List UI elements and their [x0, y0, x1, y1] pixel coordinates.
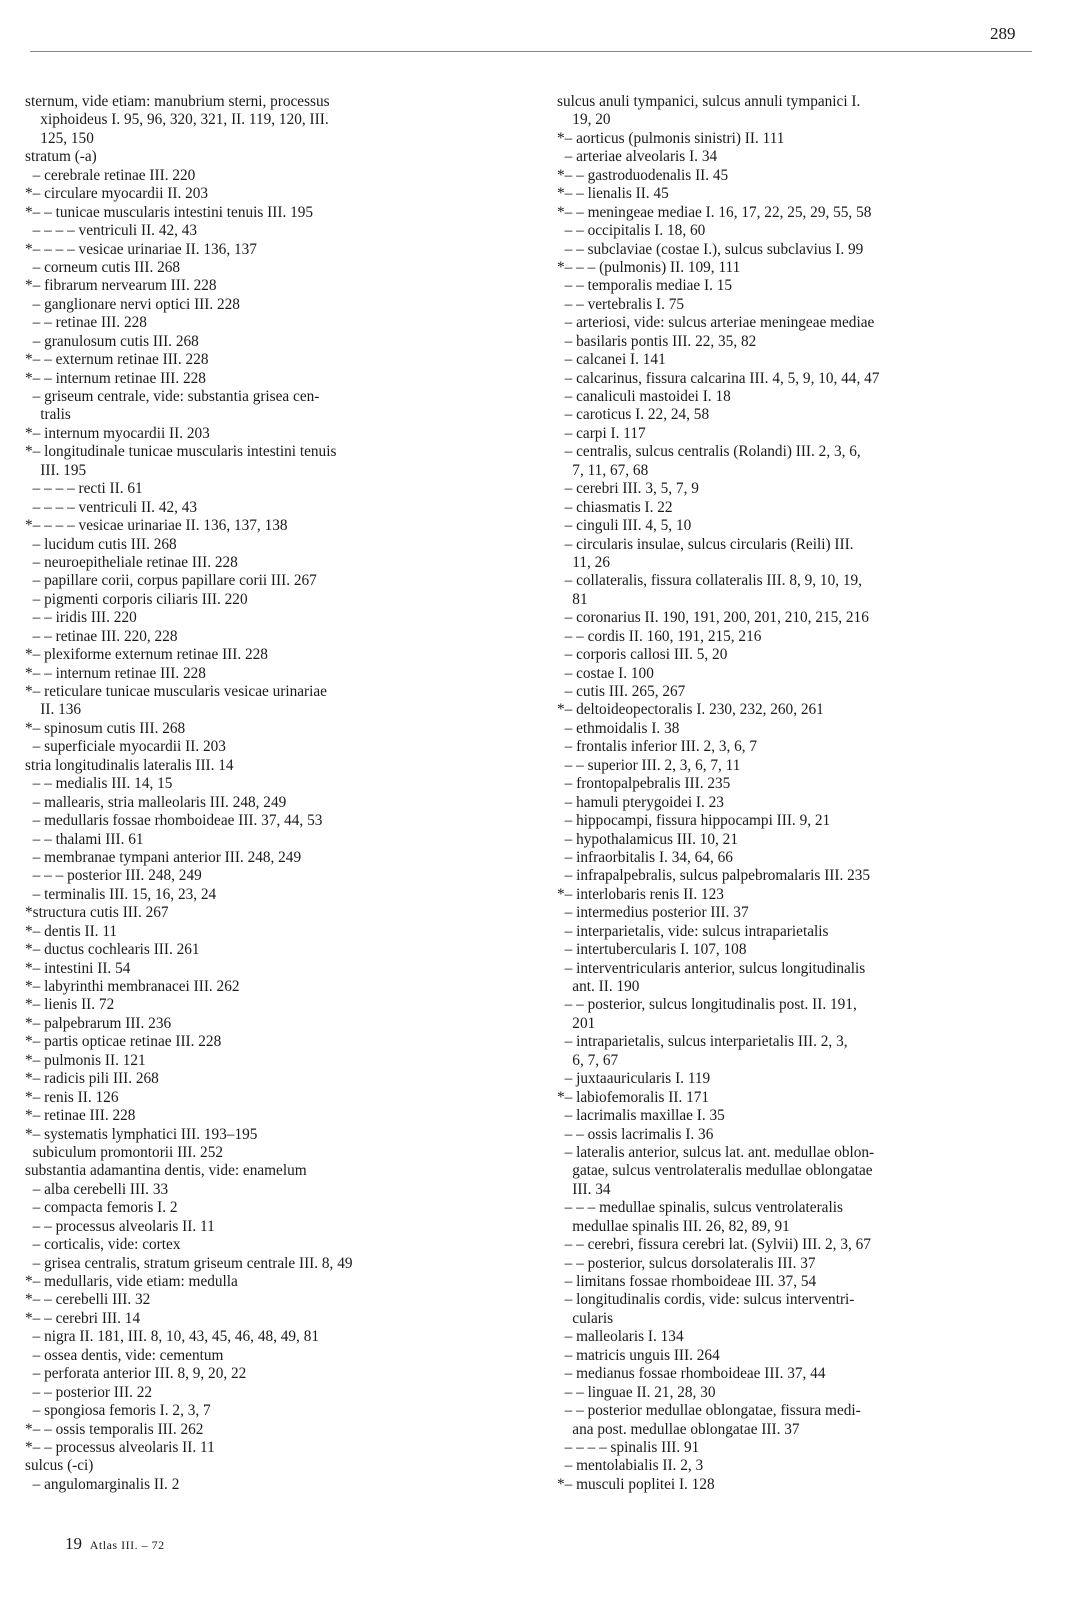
index-entry: – – ossis lacrimalis I. 36 — [557, 1125, 714, 1143]
index-entry: sulcus (-ci) — [25, 1457, 94, 1475]
index-entry: – frontopalpebralis III. 235 — [557, 775, 731, 793]
index-entry: – corticalis, vide: cortex — [25, 1236, 181, 1254]
index-entry: – canaliculi mastoidei I. 18 — [557, 388, 731, 405]
index-entry: *– palpebrarum III. 236 — [25, 1014, 172, 1032]
index-entry: – lateralis anterior, sulcus lat. ant. medullae oblon- — [557, 1143, 875, 1161]
index-entry: – cinguli III. 4, 5, 10 — [557, 517, 692, 535]
index-entry: cularis — [557, 1309, 614, 1327]
index-entry: III. 195 — [25, 461, 87, 479]
index-entry: *– musculi poplitei I. 128 — [557, 1475, 715, 1493]
index-entry: *– longitudinale tunicae muscularis intestini tenuis — [25, 443, 337, 461]
index-entry: – ossea dentis, vide: cementum — [25, 1346, 224, 1364]
index-entry: – – posterior medullae oblongatae, fissura medi- — [557, 1402, 861, 1420]
index-entry: – – – posterior III. 248, 249 — [25, 867, 202, 885]
index-entry: – compacta femoris I. 2 — [25, 1199, 178, 1217]
index-entry: – – – – ventriculi II. 42, 43 — [25, 498, 198, 516]
index-entry: – ganglionare nervi optici III. 228 — [25, 295, 240, 313]
index-entry: – – linguae II. 21, 28, 30 — [557, 1383, 716, 1401]
index-entry: – papillare corii, corpus papillare corii III. 267 — [25, 572, 317, 590]
index-entry: – cerebri III. 3, 5, 7, 9 — [557, 480, 699, 498]
index-entry: *– lienis II. 72 — [25, 996, 115, 1014]
index-entry: – – posterior, sulcus longitudinalis post. II. 191, — [557, 996, 857, 1014]
index-entry: – – posterior, sulcus dorsolateralis III. 37 — [557, 1254, 816, 1272]
index-entry: – – retinae III. 228 — [25, 314, 147, 332]
index-entry: *– – cerebelli III. 32 — [25, 1291, 151, 1309]
index-entry: – centralis, sulcus centralis (Rolandi) III. 2, 3, 6, — [557, 443, 861, 461]
header-rule — [30, 51, 1032, 52]
index-entry: – longitudinalis cordis, vide: sulcus interventri- — [557, 1291, 855, 1309]
index-entry: *– – ossis temporalis III. 262 — [25, 1420, 204, 1438]
index-entry: *– interlobaris renis II. 123 — [557, 885, 724, 903]
index-entry: II. 136 — [25, 701, 82, 719]
index-entry: – corneum cutis III. 268 — [25, 258, 181, 276]
index-column-left — [25, 93, 517, 1494]
index-entry: – – medialis III. 14, 15 — [25, 775, 173, 793]
index-entry: – perforata anterior III. 8, 9, 20, 22 — [25, 1365, 247, 1383]
index-entry: substantia adamantina dentis, vide: enamelum — [25, 1162, 307, 1180]
index-entry: – – thalami III. 61 — [25, 830, 144, 848]
index-entry: – grisea centralis, stratum griseum centrale III. 8, 49 — [25, 1254, 353, 1272]
index-entry: – interparietalis, vide: sulcus intraparietalis — [557, 922, 829, 940]
index-entry: – angulomarginalis II. 2 — [25, 1475, 180, 1493]
index-entry: 81 — [557, 590, 588, 608]
index-entry: – intertubercularis I. 107, 108 — [557, 941, 747, 959]
index-entry: – – posterior III. 22 — [25, 1383, 153, 1401]
index-entry: 6, 7, 67 — [557, 1051, 619, 1069]
index-entry: *– – – (pulmonis) II. 109, 111 — [557, 258, 741, 276]
index-entry: – – vertebralis I. 75 — [557, 295, 685, 313]
index-entry: – – occipitalis I. 18, 60 — [557, 222, 706, 240]
index-entry: 201 — [557, 1014, 596, 1032]
index-entry: – juxtaauricularis I. 119 — [557, 1070, 711, 1088]
index-entry: – terminalis III. 15, 16, 23, 24 — [25, 885, 217, 903]
index-entry: *– reticulare tunicae muscularis vesicae urinariae — [25, 683, 327, 700]
index-entry: *– aorticus (pulmonis sinistri) II. 111 — [557, 129, 785, 147]
index-entry: *– dentis II. 11 — [25, 922, 118, 940]
index-entry: – chiasmatis I. 22 — [557, 498, 673, 516]
index-entry: – spongiosa femoris I. 2, 3, 7 — [25, 1402, 211, 1420]
index-entry: – interventricularis anterior, sulcus longitudinalis — [557, 959, 866, 977]
index-entry: – cutis III. 265, 267 — [557, 683, 686, 700]
index-entry: *– renis II. 126 — [25, 1088, 119, 1106]
index-entry: – malleolaris I. 134 — [557, 1328, 684, 1346]
index-entry: – intraparietalis, sulcus interparietalis III. 2, 3, — [557, 1033, 848, 1051]
index-entry: – superficiale myocardii II. 203 — [25, 738, 226, 756]
index-entry: stria longitudinalis lateralis III. 14 — [25, 756, 234, 774]
index-entry: – frontalis inferior III. 2, 3, 6, 7 — [557, 738, 758, 756]
index-entry: – infrapalpebralis, sulcus palpebromalaris III. 235 — [557, 867, 871, 885]
index-entry: – mallearis, stria malleolaris III. 248, 249 — [25, 793, 287, 811]
index-entry: – membranae tympani anterior III. 248, 249 — [25, 848, 302, 866]
index-entry: – arteriae alveolaris I. 34 — [557, 148, 718, 166]
index-entry: – calcarinus, fissura calcarina III. 4, 5, 9, 10, 44, 47 — [557, 369, 880, 387]
index-entry: – limitans fossae rhomboideae III. 37, 54 — [557, 1273, 817, 1290]
index-entry: *– internum myocardii II. 203 — [25, 424, 210, 442]
index-entry: sulcus anuli tympanici, sulcus annuli tympanici I. — [557, 93, 861, 110]
index-entry: tralis — [25, 406, 71, 424]
index-entry: 19, 20 — [557, 111, 611, 129]
index-entry: *– spinosum cutis III. 268 — [25, 719, 186, 737]
index-entry: *– pulmonis II. 121 — [25, 1051, 146, 1069]
index-entry: *– – tunicae muscularis intestini tenuis III. 195 — [25, 203, 314, 221]
index-entry: *– – internum retinae III. 228 — [25, 664, 206, 682]
index-entry: xiphoideus I. 95, 96, 320, 321, II. 119, 120, III. — [25, 111, 329, 129]
index-entry: *– fibrarum nervearum III. 228 — [25, 277, 217, 295]
index-entry: *– medullaris, vide etiam: medulla — [25, 1273, 238, 1290]
index-entry: *– plexiforme externum retinae III. 228 — [25, 646, 268, 664]
index-entry: – alba cerebelli III. 33 — [25, 1180, 169, 1198]
footer-signature: 19 — [65, 1534, 82, 1553]
index-entry: – carpi I. 117 — [557, 424, 646, 442]
index-entry: ana post. medullae oblongatae III. 37 — [557, 1420, 800, 1438]
page-number: 289 — [990, 24, 1016, 43]
index-entry: – hippocampi, fissura hippocampi III. 9, 21 — [557, 812, 831, 830]
index-entry: – costae I. 100 — [557, 664, 654, 682]
index-entry: – hamuli pterygoidei I. 23 — [557, 793, 724, 811]
index-entry: – circularis insulae, sulcus circularis (Reili) III. — [557, 535, 854, 553]
index-entry: – pigmenti corporis ciliaris III. 220 — [25, 590, 248, 608]
index-entry: *– radicis pili III. 268 — [25, 1070, 159, 1088]
index-entry: – medullaris fossae rhomboideae III. 37, 44, 53 — [25, 812, 323, 830]
index-entry: – – – – recti II. 61 — [25, 480, 143, 498]
index-entry: *– partis opticae retinae III. 228 — [25, 1033, 222, 1051]
index-entry: *– ductus cochlearis III. 261 — [25, 941, 200, 959]
index-entry: – – subclaviae (costae I.), sulcus subclavius I. 99 — [557, 240, 864, 258]
index-entry: *– – lienalis II. 45 — [557, 185, 669, 203]
index-entry: – calcanei I. 141 — [557, 351, 666, 369]
index-entry: – – – – ventriculi II. 42, 43 — [25, 222, 198, 240]
index-entry: *– – processus alveolaris II. 11 — [25, 1438, 215, 1456]
index-entry: – lucidum cutis III. 268 — [25, 535, 177, 553]
index-entry: – caroticus I. 22, 24, 58 — [557, 406, 710, 424]
index-entry: III. 34 — [557, 1180, 611, 1198]
index-entry: *– – cerebri III. 14 — [25, 1309, 141, 1327]
index-entry: – – temporalis mediae I. 15 — [557, 277, 733, 295]
index-entry: *– – meningeae mediae I. 16, 17, 22, 25, 29, 55, 58 — [557, 203, 872, 221]
index-entry: – cerebrale retinae III. 220 — [25, 166, 196, 184]
index-entry: *– systematis lymphatici III. 193–195 — [25, 1125, 258, 1143]
index-entry: – – – medullae spinalis, sulcus ventrolateralis — [557, 1199, 843, 1217]
index-entry: *– – gastroduodenalis II. 45 — [557, 166, 729, 184]
index-entry: *– circulare myocardii II. 203 — [25, 185, 209, 203]
index-entry: – mentolabialis II. 2, 3 — [557, 1457, 704, 1475]
index-entry: *– labyrinthi membranacei III. 262 — [25, 978, 240, 995]
index-entry: – infraorbitalis I. 34, 64, 66 — [557, 848, 733, 866]
index-entry: sternum, vide etiam: manubrium sterni, processus — [25, 93, 330, 110]
index-entry: *– – internum retinae III. 228 — [25, 369, 206, 387]
index-entry: stratum (-a) — [25, 148, 97, 166]
index-entry: – matricis unguis III. 264 — [557, 1346, 720, 1364]
index-entry: – hypothalamicus III. 10, 21 — [557, 830, 738, 848]
index-column-right — [557, 93, 1032, 1494]
index-entry: gatae, sulcus ventrolateralis medullae oblongatae — [557, 1162, 873, 1180]
footer-volume: Atlas III. – 72 — [89, 1538, 165, 1552]
index-entry: – collateralis, fissura collateralis III. 8, 9, 10, 19, — [557, 572, 862, 590]
index-entry: 125, 150 — [25, 129, 94, 147]
index-entry: – griseum centrale, vide: substantia grisea cen- — [25, 388, 320, 405]
index-entry: – medianus fossae rhomboideae III. 37, 44 — [557, 1365, 826, 1383]
index-entry: – coronarius II. 190, 191, 200, 201, 210, 215, 216 — [557, 609, 869, 627]
index-entry: – – processus alveolaris II. 11 — [25, 1217, 215, 1235]
index-entry: – nigra II. 181, III. 8, 10, 43, 45, 46, 48, 49, 81 — [25, 1328, 320, 1346]
index-entry: subiculum promontorii III. 252 — [25, 1143, 223, 1161]
index-entry: – – retinae III. 220, 228 — [25, 627, 178, 645]
index-entry: – basilaris pontis III. 22, 35, 82 — [557, 332, 757, 350]
index-entry: – – cordis II. 160, 191, 215, 216 — [557, 627, 762, 645]
index-entry: – intermedius posterior III. 37 — [557, 904, 749, 922]
index-entry: *– – externum retinae III. 228 — [25, 351, 209, 369]
index-entry: – ethmoidalis I. 38 — [557, 719, 680, 737]
index-entry: – – iridis III. 220 — [25, 609, 137, 627]
index-entry: – lacrimalis maxillae I. 35 — [557, 1107, 725, 1125]
index-entry: *– intestini II. 54 — [25, 959, 131, 977]
index-entry: – – cerebri, fissura cerebri lat. (Sylvii) III. 2, 3, 67 — [557, 1236, 871, 1254]
index-entry: *– – – – vesicae urinariae II. 136, 137 — [25, 240, 257, 258]
index-entry: *– – – – vesicae urinariae II. 136, 137, 138 — [25, 517, 288, 535]
index-entry: 7, 11, 67, 68 — [557, 461, 649, 479]
index-entry: *– deltoideopectoralis I. 230, 232, 260, 261 — [557, 701, 824, 719]
index-entry: *structura cutis III. 267 — [25, 904, 169, 922]
index-entry: 11, 26 — [557, 553, 610, 571]
index-entry: – granulosum cutis III. 268 — [25, 332, 199, 350]
index-entry: – arteriosi, vide: sulcus arteriae meningeae mediae — [557, 314, 875, 332]
index-entry: – – superior III. 2, 3, 6, 7, 11 — [557, 756, 741, 774]
index-entry: *– retinae III. 228 — [25, 1107, 136, 1125]
footer — [65, 1534, 165, 1554]
index-entry: *– labiofemoralis II. 171 — [557, 1088, 710, 1106]
index-entry: – – – – spinalis III. 91 — [557, 1438, 700, 1456]
index-entry: – corporis callosi III. 5, 20 — [557, 646, 728, 664]
index-entry: ant. II. 190 — [557, 978, 640, 995]
index-entry: medullae spinalis III. 26, 82, 89, 91 — [557, 1217, 790, 1235]
index-entry: – neuroepitheliale retinae III. 228 — [25, 553, 238, 571]
